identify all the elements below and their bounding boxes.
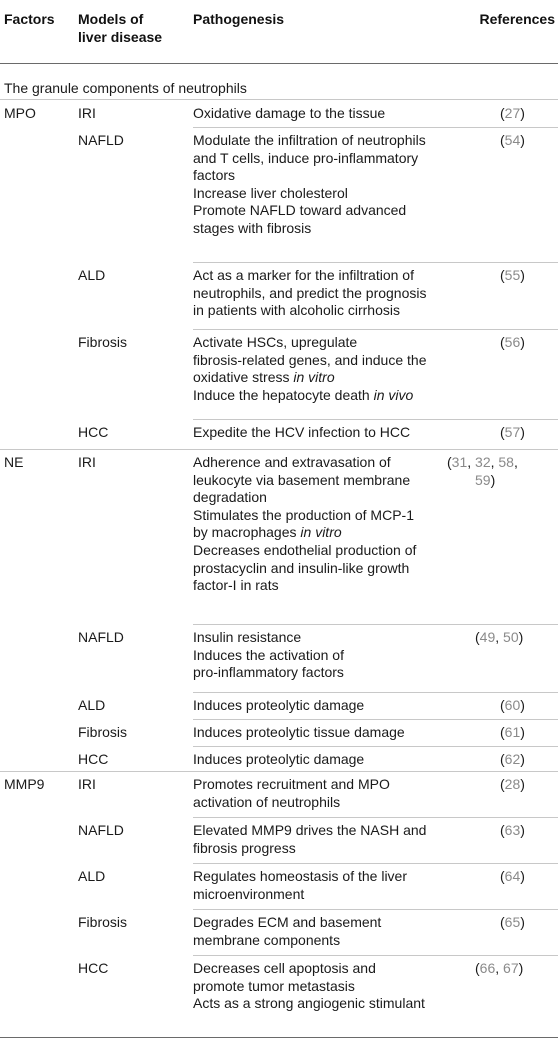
- header-pathogenesis: Pathogenesis: [193, 11, 285, 27]
- pathogenesis-text: pro-inflammatory factors: [193, 664, 344, 681]
- references-line: (49, 50): [475, 629, 524, 645]
- pathogenesis-line: [193, 664, 344, 682]
- references-cell: [475, 132, 557, 150]
- pathogenesis-line: [193, 472, 416, 490]
- references-cell: [475, 914, 557, 932]
- pathogenesis-text: Promotes recruitment and MPO: [193, 776, 390, 792]
- references-cell: [475, 822, 557, 840]
- model-cell: Fibrosis: [78, 724, 128, 740]
- reference-link[interactable]: 27: [504, 105, 521, 121]
- model-cell: IRI: [78, 105, 96, 121]
- model-cell: ALD: [78, 868, 106, 884]
- pathogenesis-text: in patients with alcoholic cirrhosis: [193, 302, 400, 319]
- pathogenesis-italic: in vitro: [293, 369, 335, 386]
- pathogenesis-line: [193, 914, 381, 932]
- pathogenesis-text: Induces proteolytic damage: [193, 751, 365, 767]
- pathogenesis-text: Modulate the infiltration of neutrophils: [193, 132, 426, 148]
- pathogenesis-cell: [193, 751, 364, 769]
- model-cell: ALD: [78, 267, 106, 283]
- pathogenesis-line: [193, 202, 426, 220]
- model-cell: IRI: [78, 776, 96, 792]
- pathogenesis-text: fibrosis progress: [193, 839, 296, 856]
- model-cell: ALD: [78, 697, 106, 713]
- pathogenesis-line: [193, 167, 426, 185]
- pathogenesis-line: [193, 577, 416, 595]
- pathogenesis-text: Adherence and extravasation of: [193, 454, 391, 470]
- row-divider: [193, 419, 558, 420]
- pathogenesis-line: [193, 647, 344, 665]
- table-bottom-rule: [0, 1037, 558, 1038]
- pathogenesis-line: [193, 524, 416, 542]
- references-cell: [475, 776, 557, 794]
- references-line: (65): [500, 914, 525, 930]
- section-title: The granule components of neutrophils: [4, 80, 247, 96]
- pathogenesis-line: [193, 424, 410, 442]
- pathogenesis-line: [193, 932, 381, 950]
- reference-link[interactable]: 54: [504, 132, 521, 148]
- pathogenesis-text: microenvironment: [193, 885, 305, 902]
- model-cell: HCC: [78, 751, 109, 767]
- pathogenesis-cell: [193, 960, 425, 1013]
- references-cell: [475, 334, 557, 352]
- pathogenesis-text: Insulin resistance: [193, 629, 302, 645]
- pathogenesis-cell: [193, 132, 426, 238]
- pathogenesis-text: Decreases cell apoptosis and: [193, 960, 376, 976]
- pathogenesis-cell: [193, 629, 344, 682]
- pathogenesis-text: and T cells, induce pro-inflammatory: [193, 149, 419, 166]
- references-cell: [447, 454, 557, 489]
- references-cell: [475, 751, 557, 769]
- pathogenesis-text: fibrosis-related genes, and induce the: [193, 351, 427, 368]
- row-divider: [193, 329, 558, 330]
- pathogenesis-text: activation of neutrophils: [193, 793, 341, 810]
- model-cell: Fibrosis: [78, 334, 128, 350]
- references-line: (57): [500, 424, 525, 440]
- pathogenesis-text: promote tumor metastasis: [193, 977, 355, 994]
- references-cell: [475, 697, 557, 715]
- row-divider: [0, 449, 558, 450]
- pathogenesis-text: factors: [193, 167, 236, 184]
- pathogenesis-text: Degrades ECM and basement: [193, 914, 382, 930]
- references-cell: [475, 267, 557, 285]
- pathogenesis-line: [193, 724, 405, 742]
- references-line: (28): [500, 776, 525, 792]
- pathogenesis-line: [193, 886, 407, 904]
- references-line: (63): [500, 822, 525, 838]
- pathogenesis-line: [193, 302, 426, 320]
- reference-link[interactable]: 63: [504, 822, 521, 838]
- factor-cell: MMP9: [4, 776, 45, 792]
- references-line: (27): [500, 105, 525, 121]
- references-cell: [475, 868, 557, 886]
- pathogenesis-text: Induces the activation of: [193, 646, 344, 663]
- pathogenesis-line: [193, 995, 425, 1013]
- references-line: 59): [475, 471, 496, 488]
- pathogenesis-text: Activate HSCs, upregulate: [193, 334, 358, 350]
- model-cell: NAFLD: [78, 822, 124, 838]
- pathogenesis-line: [193, 132, 426, 150]
- row-divider: [193, 746, 558, 747]
- references-line: (54): [500, 132, 525, 148]
- row-divider: [193, 863, 558, 864]
- pathogenesis-text: factor-I in rats: [193, 577, 279, 594]
- pathogenesis-line: [193, 150, 426, 168]
- row-divider: [0, 771, 558, 772]
- pathogenesis-line: [193, 489, 416, 507]
- reference-link[interactable]: 56: [504, 334, 521, 350]
- reference-link[interactable]: 49: [479, 629, 496, 645]
- factor-cell: NE: [4, 454, 24, 470]
- pathogenesis-line: [193, 352, 426, 370]
- reference-link[interactable]: 32: [475, 454, 491, 470]
- pathogenesis-cell: [193, 334, 426, 404]
- reference-link[interactable]: 59: [475, 471, 491, 488]
- reference-link[interactable]: 67: [503, 960, 519, 976]
- pathogenesis-text: Acts as a strong angiogenic stimulant: [193, 995, 425, 1012]
- header-models-line2: liver disease: [78, 28, 163, 45]
- model-cell: IRI: [78, 454, 96, 470]
- pathogenesis-text: Regulates homeostasis of the liver: [193, 868, 407, 884]
- reference-link[interactable]: 31: [451, 454, 468, 470]
- row-divider: [193, 719, 558, 720]
- pathogenesis-line: [193, 285, 426, 303]
- row-divider: [193, 909, 558, 910]
- pathogenesis-text: Elevated MMP9 drives the NASH and: [193, 822, 427, 838]
- reference-link[interactable]: 50: [503, 629, 519, 645]
- pathogenesis-cell: [193, 267, 426, 320]
- section-divider: [0, 99, 558, 100]
- pathogenesis-line: [193, 507, 416, 525]
- pathogenesis-line: [193, 794, 390, 812]
- pathogenesis-line: [193, 560, 416, 578]
- row-divider: [193, 955, 558, 956]
- row-divider: [193, 692, 558, 693]
- header-factors: Factors: [4, 11, 55, 27]
- pathogenesis-line: [193, 542, 416, 560]
- pathogenesis-line: [193, 697, 364, 715]
- references-line: (31, 32, 58,: [447, 454, 518, 470]
- model-cell: NAFLD: [78, 629, 124, 645]
- row-divider: [193, 262, 558, 263]
- row-divider: [193, 624, 558, 625]
- pathogenesis-text: membrane components: [193, 931, 341, 948]
- references-line: (62): [500, 751, 525, 767]
- pathogenesis-line: [193, 978, 425, 996]
- pathogenesis-cell: [193, 424, 410, 442]
- pathogenesis-cell: [193, 724, 405, 742]
- reference-link[interactable]: 57: [504, 424, 521, 440]
- factor-cell: MPO: [4, 105, 36, 121]
- references-line: (56): [500, 334, 525, 350]
- pathogenesis-text: Induces proteolytic tissue damage: [193, 724, 405, 740]
- pathogenesis-cell: [193, 105, 385, 123]
- row-divider: [193, 817, 558, 818]
- pathogenesis-text: Decreases endothelial production of: [193, 541, 417, 558]
- pathogenesis-text: degradation: [193, 489, 267, 506]
- pathogenesis-cell: [193, 776, 390, 811]
- pathogenesis-line: [193, 868, 407, 886]
- pathogenesis-cell: [193, 822, 426, 857]
- references-cell: [475, 424, 557, 442]
- pathogenesis-line: [193, 369, 426, 387]
- pathogenesis-text: Induce the hepatocyte death: [193, 386, 374, 403]
- pathogenesis-text: Oxidative damage to the tissue: [193, 105, 386, 121]
- pathogenesis-line: [193, 105, 385, 123]
- model-cell: Fibrosis: [78, 914, 128, 930]
- pathogenesis-text: Expedite the HCV infection to HCC: [193, 424, 411, 440]
- references-cell: [475, 629, 557, 647]
- reference-link[interactable]: 58: [498, 454, 514, 470]
- pathogenesis-text: prostacyclin and insulin-like growth: [193, 559, 410, 576]
- pathogenesis-cell: [193, 868, 407, 903]
- reference-link[interactable]: 60: [504, 697, 521, 713]
- reference-link[interactable]: 28: [504, 776, 521, 792]
- reference-link[interactable]: 62: [504, 751, 521, 767]
- pathogenesis-cell: [193, 914, 381, 949]
- reference-link[interactable]: 66: [479, 960, 496, 976]
- reference-link[interactable]: 64: [504, 868, 521, 884]
- header-divider: [0, 63, 558, 64]
- references-cell: [475, 960, 557, 978]
- model-cell: NAFLD: [78, 132, 124, 148]
- pathogenesis-text: leukocyte via basement membrane: [193, 471, 411, 488]
- header-models: [78, 11, 162, 46]
- references-line: (61): [500, 724, 525, 740]
- pathogenesis-text: by macrophages: [193, 524, 301, 541]
- pathogenesis-line: [193, 454, 416, 472]
- references-line: (60): [500, 697, 525, 713]
- pathogenesis-line: [193, 220, 426, 238]
- header-models-line1: Models of: [78, 11, 144, 27]
- pathogenesis-line: [193, 751, 364, 769]
- pathogenesis-line: [193, 776, 390, 794]
- pathogenesis-line: [193, 629, 344, 647]
- references-line: (55): [500, 267, 525, 283]
- pathogenesis-line: [193, 840, 426, 858]
- reference-link[interactable]: 55: [504, 267, 521, 283]
- pathogenesis-italic: in vivo: [373, 386, 414, 403]
- pathogenesis-text: Promote NAFLD toward advanced: [193, 202, 407, 219]
- pathogenesis-text: neutrophils, and predict the prognosis: [193, 284, 427, 301]
- pathogenesis-cell: [193, 454, 416, 595]
- pathogenesis-line: [193, 822, 426, 840]
- pathogenesis-line: [193, 267, 426, 285]
- pathogenesis-text: Act as a marker for the infiltration of: [193, 267, 414, 283]
- pathogenesis-text: oxidative stress: [193, 369, 294, 386]
- pathogenesis-text: Increase liver cholesterol: [193, 184, 348, 201]
- references-line: (66, 67): [475, 960, 524, 976]
- reference-link[interactable]: 61: [504, 724, 521, 740]
- references-cell: [475, 724, 557, 742]
- pathogenesis-italic: in vitro: [300, 524, 342, 541]
- references-cell: [475, 105, 557, 123]
- pathogenesis-text: Induces proteolytic damage: [193, 697, 365, 713]
- pathogenesis-text: Stimulates the production of MCP-1: [193, 506, 414, 523]
- pathogenesis-line: [193, 185, 426, 203]
- pathogenesis-text: stages with fibrosis: [193, 219, 312, 236]
- pathogenesis-cell: [193, 697, 364, 715]
- pathogenesis-line: [193, 960, 425, 978]
- model-cell: HCC: [78, 960, 109, 976]
- header-references: References: [479, 11, 555, 27]
- reference-link[interactable]: 65: [504, 914, 521, 930]
- pathogenesis-line: [193, 334, 426, 352]
- pathogenesis-line: [193, 387, 426, 405]
- references-line: (64): [500, 868, 525, 884]
- row-divider: [193, 127, 558, 128]
- model-cell: HCC: [78, 424, 109, 440]
